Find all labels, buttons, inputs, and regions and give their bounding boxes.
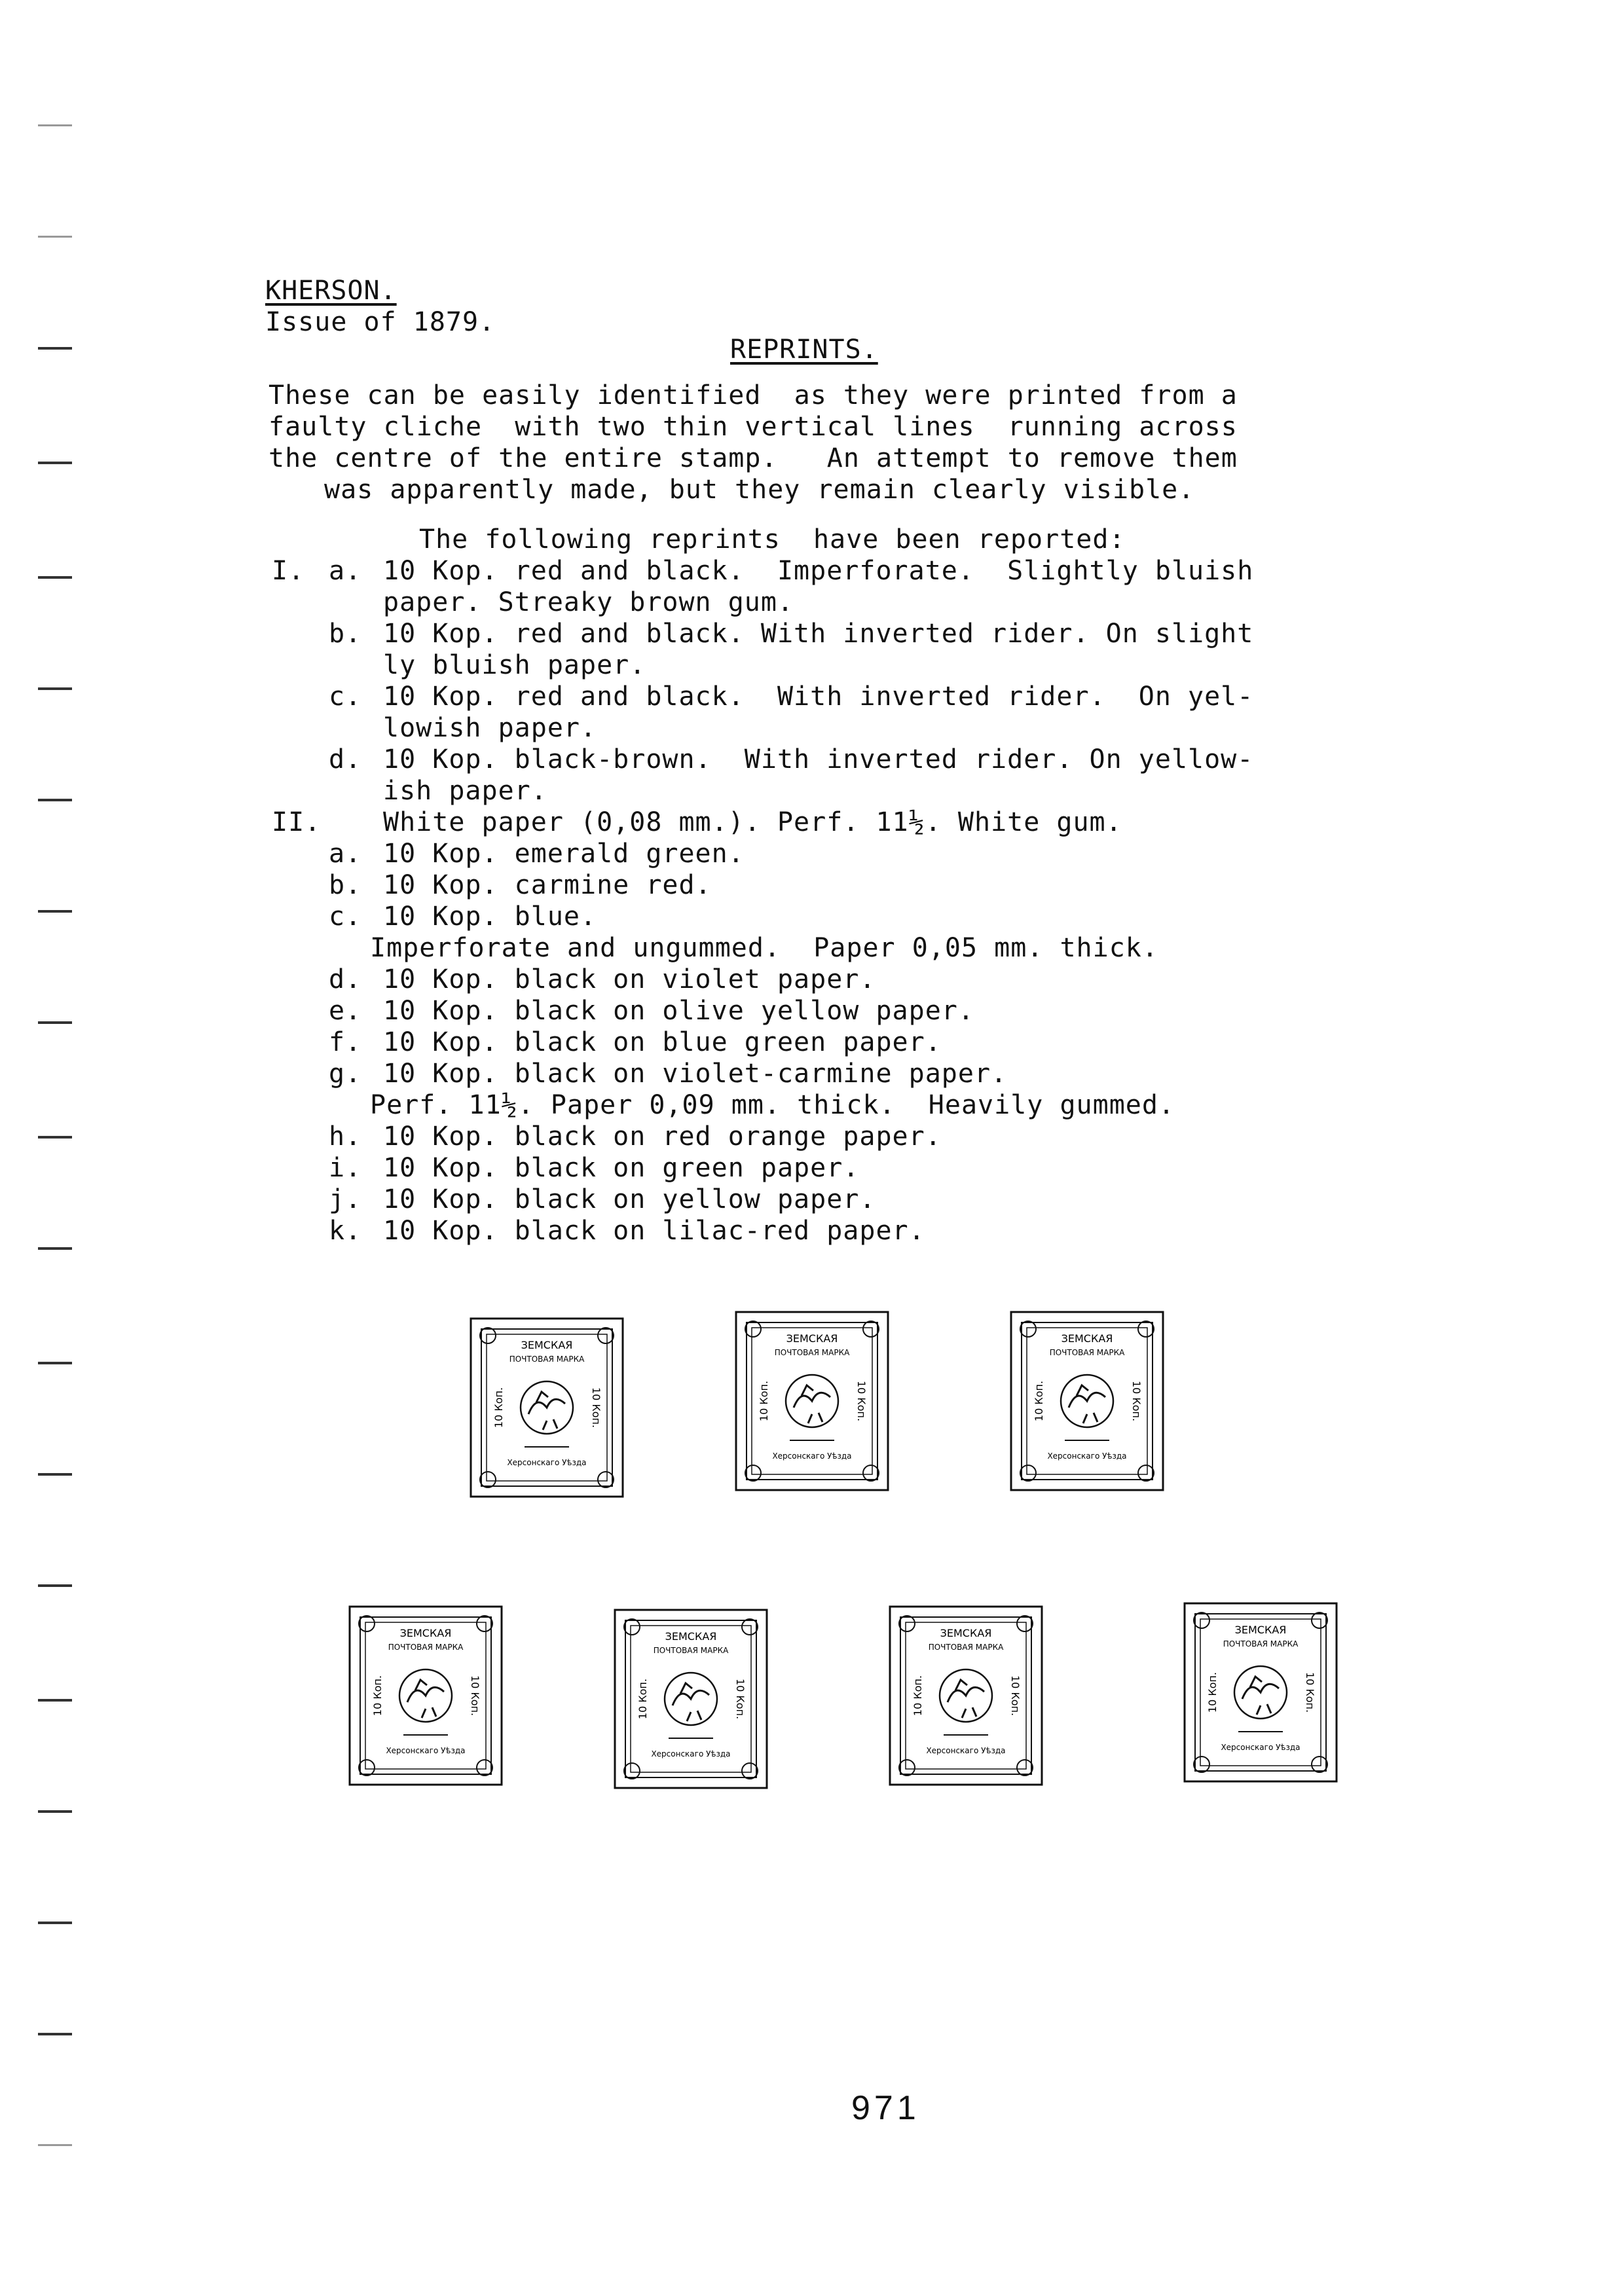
section-title: REPRINTS. bbox=[730, 335, 878, 365]
entry-line: 10 Kop. black on green paper. bbox=[383, 1153, 860, 1183]
stamp-image bbox=[733, 1309, 891, 1493]
binder-margin bbox=[0, 0, 79, 2296]
stamp-image bbox=[1008, 1309, 1166, 1493]
svg-text:ПОЧТОВАЯ МАРКА: ПОЧТОВАЯ МАРКА bbox=[509, 1355, 585, 1364]
entry-line: 10 Kop. black on violet-carmine paper. bbox=[383, 1059, 1008, 1089]
entry-letter: e. bbox=[329, 996, 362, 1026]
entry-line: lowish paper. bbox=[383, 713, 597, 743]
stamp-reprint-1 bbox=[468, 1316, 625, 1502]
svg-text:10 Коп.: 10 Коп. bbox=[637, 1678, 649, 1720]
entry-letter: h. bbox=[329, 1121, 362, 1152]
svg-text:ЗЕМСКАЯ: ЗЕМСКАЯ bbox=[786, 1332, 838, 1345]
entry-letter: g. bbox=[329, 1059, 362, 1089]
entry-letter: f. bbox=[329, 1027, 362, 1057]
svg-text:10 Коп.: 10 Коп. bbox=[492, 1387, 505, 1429]
svg-text:ЗЕМСКАЯ: ЗЕМСКАЯ bbox=[665, 1630, 717, 1643]
stamp-reprint-7 bbox=[1182, 1601, 1339, 1787]
stamp-reprint-5 bbox=[612, 1607, 769, 1793]
entry-line: 10 Kop. black on olive yellow paper. bbox=[383, 996, 974, 1026]
svg-text:Херсонскаго Уѣзда: Херсонскаго Уѣзда bbox=[386, 1746, 466, 1755]
entry-line: ly bluish paper. bbox=[383, 650, 646, 680]
entry-line: 10 Kop. carmine red. bbox=[383, 870, 712, 900]
entry-letter: b. bbox=[329, 619, 362, 649]
svg-text:ПОЧТОВАЯ МАРКА: ПОЧТОВАЯ МАРКА bbox=[774, 1348, 850, 1357]
entry-line: 10 Kop. black on violet paper. bbox=[383, 964, 876, 994]
entry-line: 10 Kop. blue. bbox=[383, 902, 597, 932]
page-number: 971 bbox=[851, 2089, 920, 2127]
svg-text:10 Коп.: 10 Коп. bbox=[371, 1675, 384, 1717]
entry-line: 10 Kop. black-brown. With inverted rider. On yellow- bbox=[383, 744, 1254, 774]
svg-text:Херсонскаго Уѣзда: Херсонскаго Уѣзда bbox=[651, 1749, 731, 1758]
entry-line: 10 Kop. red and black. With inverted rider. On slight bbox=[383, 619, 1254, 649]
svg-text:ПОЧТОВАЯ МАРКА: ПОЧТОВАЯ МАРКА bbox=[388, 1643, 464, 1652]
svg-text:Херсонскаго Уѣзда: Херсонскаго Уѣзда bbox=[772, 1451, 852, 1461]
intro-line: the centre of the entire stamp. An attempt to remove them bbox=[268, 443, 1238, 473]
intro-line: was apparently made, but they remain clearly visible. bbox=[324, 475, 1195, 505]
entry-line: 10 Kop. black on red orange paper. bbox=[383, 1121, 942, 1152]
svg-text:ПОЧТОВАЯ МАРКА: ПОЧТОВАЯ МАРКА bbox=[1049, 1348, 1125, 1357]
stamp-image bbox=[612, 1607, 769, 1791]
stamp-reprint-4 bbox=[347, 1604, 504, 1790]
svg-text:ЗЕМСКАЯ: ЗЕМСКАЯ bbox=[399, 1627, 452, 1639]
stamp-reprint-2 bbox=[733, 1309, 891, 1495]
entry-letter: c. bbox=[329, 902, 362, 932]
stamp-image bbox=[887, 1604, 1044, 1787]
svg-text:10 Коп.: 10 Коп. bbox=[1009, 1675, 1022, 1717]
svg-text:10 Коп.: 10 Коп. bbox=[758, 1380, 770, 1422]
group-numeral: I. bbox=[272, 556, 305, 586]
svg-text:ЗЕМСКАЯ: ЗЕМСКАЯ bbox=[1234, 1624, 1287, 1636]
svg-text:10 Коп.: 10 Коп. bbox=[1304, 1671, 1316, 1713]
svg-text:10 Коп.: 10 Коп. bbox=[1130, 1380, 1143, 1422]
stamp-image bbox=[1182, 1601, 1339, 1784]
entry-letter: i. bbox=[329, 1153, 362, 1183]
entry-letter: k. bbox=[329, 1216, 362, 1246]
entry-letter: d. bbox=[329, 744, 362, 774]
entry-line: paper. Streaky brown gum. bbox=[383, 587, 794, 617]
intro-line: faulty cliche with two thin vertical lines running across bbox=[268, 412, 1238, 442]
group-heading: White paper (0,08 mm.). Perf. 11½. White gum. bbox=[383, 807, 1122, 837]
stamp-reprint-3 bbox=[1008, 1309, 1166, 1495]
svg-text:ПОЧТОВАЯ МАРКА: ПОЧТОВАЯ МАРКА bbox=[1223, 1639, 1299, 1649]
svg-text:ЗЕМСКАЯ: ЗЕМСКАЯ bbox=[1061, 1332, 1113, 1345]
entry-line: 10 Kop. black on lilac-red paper. bbox=[383, 1216, 925, 1246]
svg-text:ЗЕМСКАЯ: ЗЕМСКАЯ bbox=[940, 1627, 992, 1639]
svg-text:10 Коп.: 10 Коп. bbox=[855, 1380, 868, 1422]
svg-text:10 Коп.: 10 Коп. bbox=[912, 1675, 924, 1717]
entry-line: 10 Kop. black on yellow paper. bbox=[383, 1184, 876, 1214]
lead-line: The following reprints have been reported: bbox=[419, 524, 1126, 555]
entry-line: 10 Kop. black on blue green paper. bbox=[383, 1027, 942, 1057]
entry-letter: c. bbox=[329, 682, 362, 712]
svg-text:ПОЧТОВАЯ МАРКА: ПОЧТОВАЯ МАРКА bbox=[928, 1643, 1004, 1652]
svg-text:ПОЧТОВАЯ МАРКА: ПОЧТОВАЯ МАРКА bbox=[653, 1646, 729, 1655]
entry-letter: j. bbox=[329, 1184, 362, 1214]
entry-letter: b. bbox=[329, 870, 362, 900]
stamp-image bbox=[468, 1316, 625, 1499]
entry-line: ish paper. bbox=[383, 776, 547, 806]
svg-text:10 Коп.: 10 Коп. bbox=[1206, 1671, 1219, 1713]
entry-line: 10 Kop. red and black. With inverted rider. On yel- bbox=[383, 682, 1254, 712]
svg-text:10 Коп.: 10 Коп. bbox=[734, 1678, 747, 1720]
svg-text:Херсонскаго Уѣзда: Херсонскаго Уѣзда bbox=[926, 1746, 1006, 1755]
svg-text:Херсонскаго Уѣзда: Херсонскаго Уѣзда bbox=[507, 1458, 587, 1467]
issue-heading: Issue of 1879. bbox=[265, 307, 496, 337]
entry-letter: d. bbox=[329, 964, 362, 994]
svg-text:10 Коп.: 10 Коп. bbox=[590, 1387, 602, 1429]
entry-line: 10 Kop. red and black. Imperforate. Slightly bluish bbox=[383, 556, 1254, 586]
entry-letter: a. bbox=[329, 839, 362, 869]
svg-text:10 Коп.: 10 Коп. bbox=[469, 1675, 481, 1717]
stamp-reprint-6 bbox=[887, 1604, 1044, 1790]
subheading: Perf. 11½. Paper 0,09 mm. thick. Heavily gummed. bbox=[370, 1090, 1175, 1120]
intro-line: These can be easily identified as they were printed from a bbox=[268, 380, 1238, 410]
svg-text:ЗЕМСКАЯ: ЗЕМСКАЯ bbox=[521, 1339, 573, 1351]
subheading: Imperforate and ungummed. Paper 0,05 mm. thick. bbox=[370, 933, 1158, 963]
svg-text:Херсонскаго Уѣзда: Херсонскаго Уѣзда bbox=[1221, 1743, 1301, 1752]
group-numeral: II. bbox=[272, 807, 322, 837]
entry-letter: a. bbox=[329, 556, 362, 586]
svg-text:Херсонскаго Уѣзда: Херсонскаго Уѣзда bbox=[1047, 1451, 1127, 1461]
entry-line: 10 Kop. emerald green. bbox=[383, 839, 745, 869]
svg-text:10 Коп.: 10 Коп. bbox=[1033, 1380, 1045, 1422]
place-heading: KHERSON. bbox=[265, 276, 397, 306]
stamp-image bbox=[347, 1604, 504, 1787]
